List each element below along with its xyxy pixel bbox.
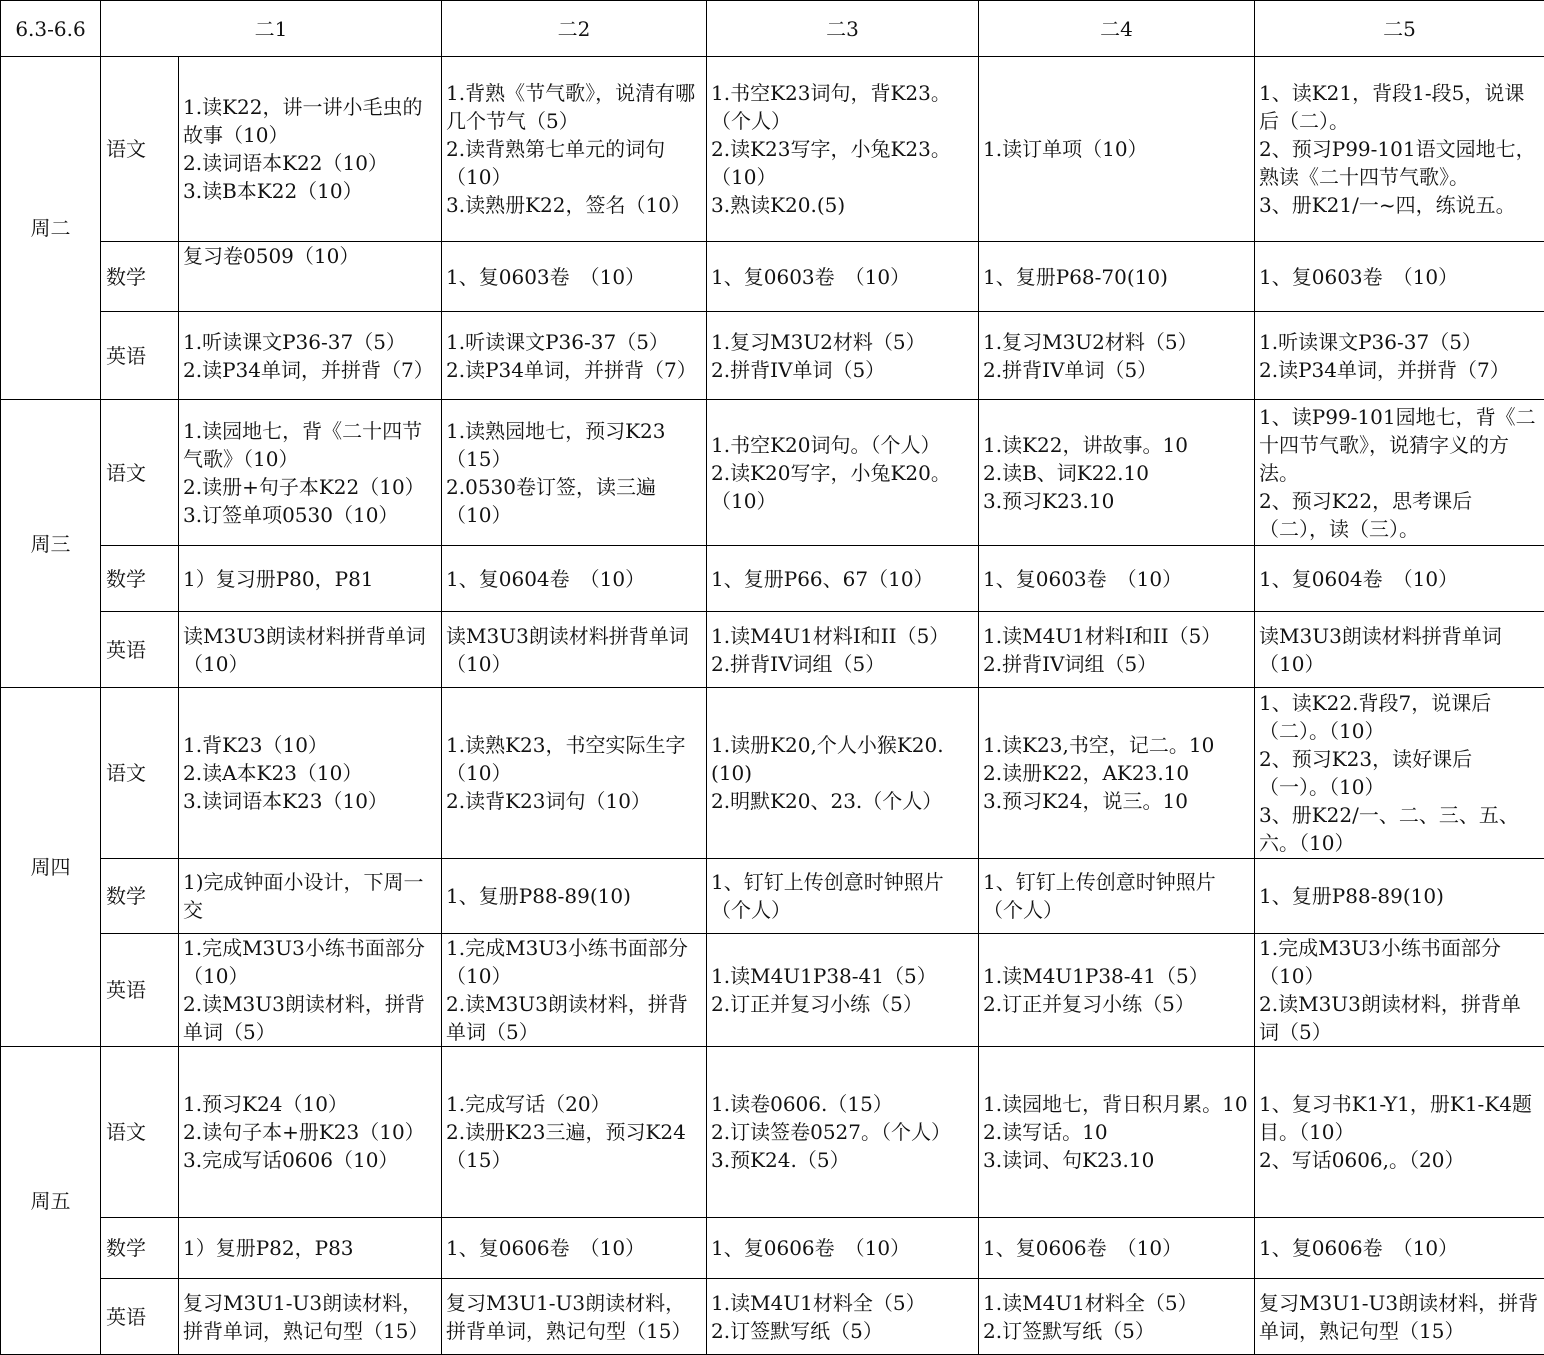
task-cell xyxy=(179,1047,442,1218)
task-cell xyxy=(442,612,707,688)
header-row xyxy=(1,1,1544,57)
task-line: 读M3U3朗读材料拼背单词（10） xyxy=(446,622,702,678)
task-cell xyxy=(179,242,442,312)
task-line: 1、复习书K1-Y1，册K1-K4题目。（10） xyxy=(1259,1090,1540,1146)
task-line: 1、读K22.背段7，说课后（二）。（10） xyxy=(1259,689,1540,745)
task-line: 1、读P99-101园地七，背《二十四节气歌》，说猜字义的方法。 xyxy=(1259,403,1540,487)
task-cell xyxy=(179,934,442,1047)
task-cell xyxy=(442,546,707,612)
task-line: 1.书空K20词句。（个人） xyxy=(711,431,974,459)
subject-label: 语文 xyxy=(101,57,179,242)
task-cell xyxy=(1255,400,1544,546)
subject-row xyxy=(1,688,1544,859)
task-line: 2.读P34单词，并拼背（7） xyxy=(183,356,437,384)
task-line: 1.读K23,书空，记二。10 xyxy=(983,731,1250,759)
task-cell xyxy=(179,688,442,859)
task-cell xyxy=(979,546,1255,612)
task-line: 2.订读签卷0527。（个人） xyxy=(711,1118,974,1146)
class-header: 二2 xyxy=(442,1,707,57)
task-cell xyxy=(179,1279,442,1355)
task-line: 2.读册+句子本K22（10） xyxy=(183,473,437,501)
task-line: 2.拼背IV单词（5） xyxy=(711,356,974,384)
task-line: 复习M3U1-U3朗读材料，拼背单词，熟记句型（15） xyxy=(446,1289,702,1345)
task-line: 1.读K22，讲故事。10 xyxy=(983,431,1250,459)
task-line: 2.读B、词K22.10 xyxy=(983,459,1250,487)
task-line: 复习M3U1-U3朗读材料，拼背单词，熟记句型（15） xyxy=(1259,1289,1540,1345)
task-line: 3.熟读K20.(5) xyxy=(711,191,974,219)
task-line: 2、预习K22，思考课后（二），读（三）。 xyxy=(1259,487,1540,543)
day-label: 周三 xyxy=(1,400,101,688)
task-line: 2.读写话。10 xyxy=(983,1118,1250,1146)
task-line: 1.复习M3U2材料（5） xyxy=(711,328,974,356)
task-line: 2.拼背IV词组（5） xyxy=(983,650,1250,678)
task-line: 1、复册P68-70(10) xyxy=(983,263,1250,291)
task-line: 1.预习K24（10） xyxy=(183,1090,437,1118)
task-line: 2.读M3U3朗读材料，拼背单词（5） xyxy=(446,990,702,1046)
task-cell xyxy=(1255,688,1544,859)
task-line: 3.预K24.（5） xyxy=(711,1146,974,1174)
task-cell xyxy=(442,1279,707,1355)
task-cell xyxy=(179,612,442,688)
subject-label: 英语 xyxy=(101,1279,179,1355)
task-line: 2.读K20写字，小兔K20。（10） xyxy=(711,459,974,515)
task-line: 2.读句子本+册K23（10） xyxy=(183,1118,437,1146)
task-line: 复习卷0509（10） xyxy=(183,242,437,270)
task-line: 3.预习K23.10 xyxy=(983,487,1250,515)
subject-label: 语文 xyxy=(101,400,179,546)
task-cell xyxy=(707,859,979,934)
subject-row xyxy=(1,1047,1544,1218)
task-cell xyxy=(442,934,707,1047)
task-cell xyxy=(707,242,979,312)
task-cell xyxy=(707,546,979,612)
class-header: 二4 xyxy=(979,1,1255,57)
task-line: 1、复0603卷 （10） xyxy=(1259,263,1540,291)
task-line: 1.听读课文P36-37（5） xyxy=(1259,328,1540,356)
task-cell xyxy=(707,312,979,400)
subject-label: 语文 xyxy=(101,688,179,859)
task-line: 1.完成M3U3小练书面部分（10） xyxy=(1259,934,1540,990)
task-line: 1、读K21，背段1-段5，说课后（二）。 xyxy=(1259,79,1540,135)
task-line: 1.读熟K23，书空实际生字（10） xyxy=(446,731,702,787)
task-cell xyxy=(1255,1218,1544,1279)
task-cell xyxy=(1255,934,1544,1047)
task-line: 1、复册P88-89(10) xyxy=(1259,882,1540,910)
task-cell xyxy=(442,57,707,242)
task-line: 1.读K22，讲一讲小毛虫的故事（10） xyxy=(183,93,437,149)
task-line: 1.读M4U1材料I和II（5） xyxy=(983,622,1250,650)
task-cell xyxy=(442,859,707,934)
task-line: 1、复册P66、67（10） xyxy=(711,565,974,593)
task-cell xyxy=(707,400,979,546)
task-line: 3.预习K24，说三。10 xyxy=(983,787,1250,815)
task-line: 2.读背熟第七单元的词句（10） xyxy=(446,135,702,191)
task-line: 1、复0606卷 （10） xyxy=(1259,1234,1540,1262)
subject-label: 数学 xyxy=(101,546,179,612)
subject-label: 英语 xyxy=(101,312,179,400)
task-line: 3.读B本K22（10） xyxy=(183,177,437,205)
task-line: 3.读词、句K23.10 xyxy=(983,1146,1250,1174)
task-line: 复习M3U1-U3朗读材料，拼背单词，熟记句型（15） xyxy=(183,1289,437,1345)
task-cell xyxy=(179,546,442,612)
day-label: 周五 xyxy=(1,1047,101,1355)
task-line: 2.读M3U3朗读材料，拼背单词（5） xyxy=(183,990,437,1046)
task-line: 2.读K23写字，小兔K23。（10） xyxy=(711,135,974,191)
task-line: 1.读M4U1P38-41（5） xyxy=(983,962,1250,990)
task-cell xyxy=(707,1047,979,1218)
task-line: 2.读P34单词，并拼背（7） xyxy=(446,356,702,384)
task-line: 1.读M4U1材料全（5） xyxy=(711,1289,974,1317)
task-line: 1.背K23（10） xyxy=(183,731,437,759)
task-line: 1.背熟《节气歌》，说清有哪几个节气（5） xyxy=(446,79,702,135)
task-line: 1、复0606卷 （10） xyxy=(446,1234,702,1262)
task-cell xyxy=(979,934,1255,1047)
task-line: 1、复0606卷 （10） xyxy=(983,1234,1250,1262)
task-cell xyxy=(442,242,707,312)
task-cell xyxy=(979,242,1255,312)
class-header: 二5 xyxy=(1255,1,1544,57)
subject-row xyxy=(1,1218,1544,1279)
task-line: 1)完成钟面小设计，下周一交 xyxy=(183,868,437,924)
task-line: 2.0530卷订签，读三遍（10） xyxy=(446,473,702,529)
task-line: 3.完成写话0606（10） xyxy=(183,1146,437,1174)
task-line: 读M3U3朗读材料拼背单词（10） xyxy=(183,622,437,678)
task-cell xyxy=(442,1047,707,1218)
task-cell xyxy=(1255,612,1544,688)
task-cell xyxy=(1255,1279,1544,1355)
task-line: 1、钉钉上传创意时钟照片（个人） xyxy=(711,868,974,924)
task-cell xyxy=(707,934,979,1047)
task-cell xyxy=(179,57,442,242)
task-line: 2.读A本K23（10） xyxy=(183,759,437,787)
task-line: 1、复0603卷 （10） xyxy=(446,263,702,291)
task-cell xyxy=(707,1279,979,1355)
task-line: 3.订签单项0530（10） xyxy=(183,501,437,529)
task-line: 1.书空K23词句，背K23。（个人） xyxy=(711,79,974,135)
task-line: 1.完成M3U3小练书面部分（10） xyxy=(446,934,702,990)
task-cell xyxy=(707,1218,979,1279)
task-line: 1、复0604卷 （10） xyxy=(446,565,702,593)
subject-row xyxy=(1,57,1544,242)
subject-row xyxy=(1,546,1544,612)
task-cell xyxy=(1255,57,1544,242)
task-line: 2.读背K23词句（10） xyxy=(446,787,702,815)
task-line: 1、复0603卷 （10） xyxy=(983,565,1250,593)
subject-row xyxy=(1,242,1544,312)
day-label: 周二 xyxy=(1,57,101,400)
task-line: 2、预习P99-101语文园地七，熟读《二十四节气歌》。 xyxy=(1259,135,1540,191)
task-cell xyxy=(1255,546,1544,612)
task-cell xyxy=(707,688,979,859)
task-line: 1.读订单项（10） xyxy=(983,135,1250,163)
task-line: 读M3U3朗读材料拼背单词（10） xyxy=(1259,622,1540,678)
task-line: 2.拼背IV单词（5） xyxy=(983,356,1250,384)
task-line: 1.读M4U1P38-41（5） xyxy=(711,962,974,990)
task-cell xyxy=(442,400,707,546)
task-cell xyxy=(179,400,442,546)
task-line: 3.读熟册K22，签名（10） xyxy=(446,191,702,219)
task-cell xyxy=(979,57,1255,242)
task-line: 1）复册P82，P83 xyxy=(183,1234,437,1262)
task-line: 2.订正并复习小练（5） xyxy=(983,990,1250,1018)
task-line: 2.订正并复习小练（5） xyxy=(711,990,974,1018)
task-line: 2.读P34单词，并拼背（7） xyxy=(1259,356,1540,384)
subject-label: 数学 xyxy=(101,242,179,312)
task-cell xyxy=(179,1218,442,1279)
task-line: 1.读册K20,个人小猴K20.(10) xyxy=(711,731,974,787)
task-line: 1.读园地七，背《二十四节气歌》（10） xyxy=(183,417,437,473)
subject-row xyxy=(1,612,1544,688)
subject-row xyxy=(1,1279,1544,1355)
task-line: 1.复习M3U2材料（5） xyxy=(983,328,1250,356)
task-cell xyxy=(979,1218,1255,1279)
task-cell xyxy=(979,312,1255,400)
task-line: 2.读册K22，AK23.10 xyxy=(983,759,1250,787)
task-cell xyxy=(979,1279,1255,1355)
task-line: 1、复0606卷 （10） xyxy=(711,1234,974,1262)
subject-row xyxy=(1,934,1544,1047)
task-line: 2、预习K23，读好课后（一）。（10） xyxy=(1259,745,1540,801)
class-header: 二1 xyxy=(101,1,442,57)
task-cell xyxy=(979,400,1255,546)
class-header: 二3 xyxy=(707,1,979,57)
task-cell xyxy=(979,612,1255,688)
task-line: 1.读园地七，背日积月累。10 xyxy=(983,1090,1250,1118)
subject-label: 语文 xyxy=(101,1047,179,1218)
subject-label: 数学 xyxy=(101,1218,179,1279)
subject-label: 数学 xyxy=(101,859,179,934)
subject-row xyxy=(1,859,1544,934)
task-line: 2.明默K20、23.（个人） xyxy=(711,787,974,815)
task-line: 2.订签默写纸（5） xyxy=(983,1317,1250,1345)
task-line: 1.听读课文P36-37（5） xyxy=(446,328,702,356)
task-line: 2.订签默写纸（5） xyxy=(711,1317,974,1345)
task-cell xyxy=(707,612,979,688)
task-line: 2.读M3U3朗读材料，拼背单词（5） xyxy=(1259,990,1540,1046)
task-cell xyxy=(179,312,442,400)
subject-row xyxy=(1,312,1544,400)
task-line: 2.读词语本K22（10） xyxy=(183,149,437,177)
task-line: 1、钉钉上传创意时钟照片（个人） xyxy=(983,868,1250,924)
task-line: 1、复0603卷 （10） xyxy=(711,263,974,291)
task-cell xyxy=(979,1047,1255,1218)
task-line: 3、册K22/一、二、三、五、六。（10） xyxy=(1259,801,1540,857)
task-cell xyxy=(979,688,1255,859)
task-cell xyxy=(979,859,1255,934)
task-cell xyxy=(1255,242,1544,312)
task-line: 1.完成写话（20） xyxy=(446,1090,702,1118)
task-line: 2、写话0606,。（20） xyxy=(1259,1146,1540,1174)
task-line: 1.读卷0606.（15） xyxy=(711,1090,974,1118)
task-line: 1.读M4U1材料I和II（5） xyxy=(711,622,974,650)
subject-label: 英语 xyxy=(101,934,179,1047)
task-line: 1、复0604卷 （10） xyxy=(1259,565,1540,593)
task-cell xyxy=(442,688,707,859)
task-line: 1.读M4U1材料全（5） xyxy=(983,1289,1250,1317)
task-line: 1.听读课文P36-37（5） xyxy=(183,328,437,356)
task-line: 1、复册P88-89(10) xyxy=(446,882,702,910)
task-cell xyxy=(442,312,707,400)
subject-label: 英语 xyxy=(101,612,179,688)
task-line: 2.读册K23三遍，预习K24（15） xyxy=(446,1118,702,1174)
task-cell xyxy=(442,1218,707,1279)
task-line: 2.拼背IV词组（5） xyxy=(711,650,974,678)
task-line: 1.读熟园地七，预习K23（15） xyxy=(446,417,702,473)
day-label: 周四 xyxy=(1,688,101,1047)
task-cell xyxy=(1255,859,1544,934)
task-line: 1）复习册P80，P81 xyxy=(183,565,437,593)
task-line: 3.读词语本K23（10） xyxy=(183,787,437,815)
subject-row xyxy=(1,400,1544,546)
task-line: 3、册K21/一~四，练说五。 xyxy=(1259,191,1540,219)
task-cell xyxy=(179,859,442,934)
task-line: 1.完成M3U3小练书面部分（10） xyxy=(183,934,437,990)
task-cell xyxy=(707,57,979,242)
task-cell xyxy=(1255,1047,1544,1218)
task-cell xyxy=(1255,312,1544,400)
date-range-cell: 6.3-6.6 xyxy=(1,1,101,57)
